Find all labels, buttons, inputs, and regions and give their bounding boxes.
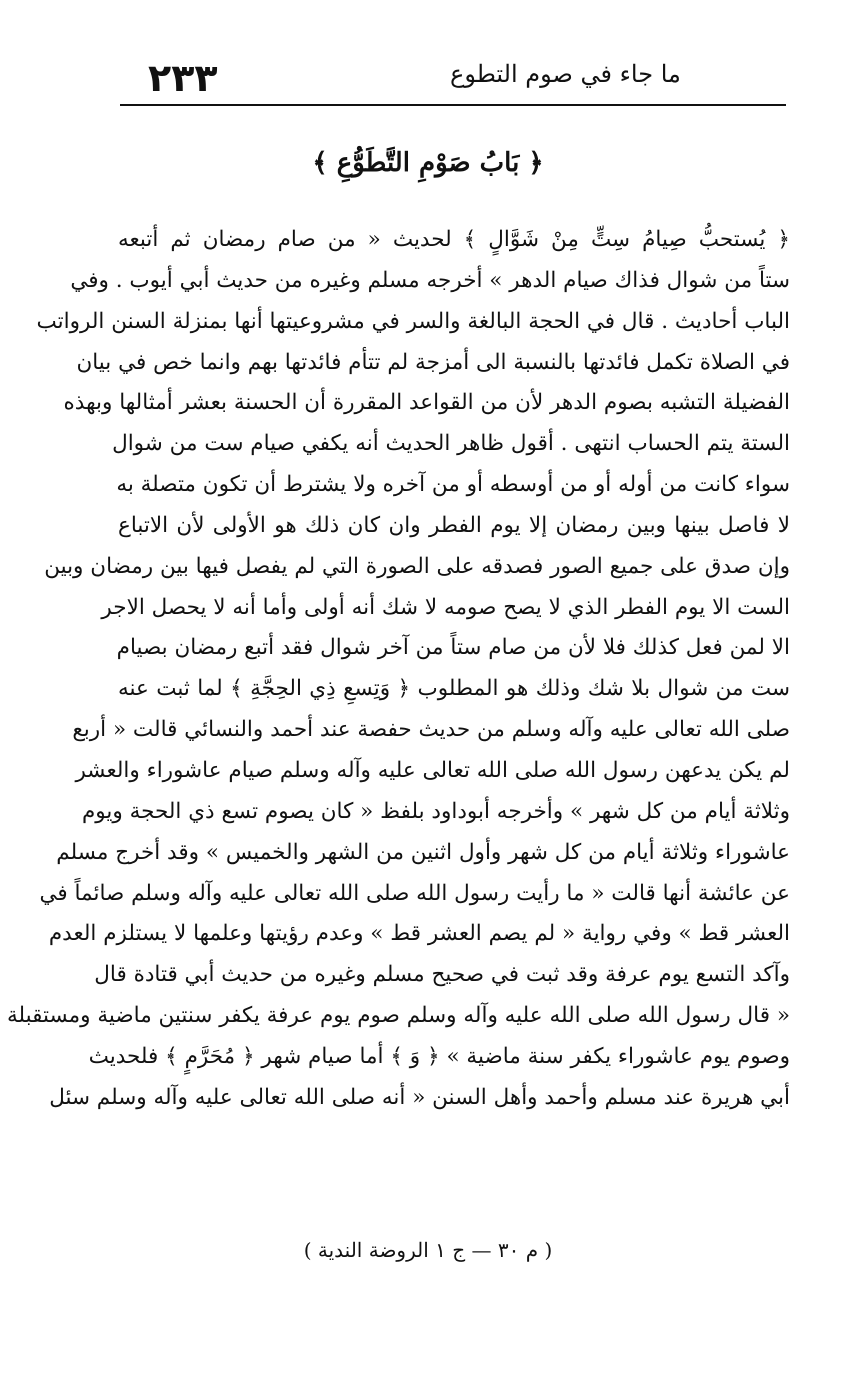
text-line: عن عائشة أنها قالت « ما رأيت رسول الله صلى الله تعالى عليه وآله وسلم صائماً في [39, 880, 790, 906]
text-line: لم يكن يدعهن رسول الله صلى الله تعالى عليه وآله وسلم صيام عاشوراء والعشر [75, 757, 790, 783]
text-line: الفضيلة التشبه بصوم الدهر لأن من القواعد المقررة أن الحسنة بعشر أمثالها وبهذه [63, 390, 790, 416]
text-line: لا فاصل بينها وبين رمضان إلا يوم الفطر وان كان ذلك هو الأولى لأن الاتباع [118, 512, 790, 538]
text-line: الباب أحاديث . قال في الحجة البالغة والسر في مشروعيتها أنها بمنزلة السنن الرواتب [36, 308, 790, 334]
page-number: ٢٣٣ [148, 56, 218, 100]
text-line: وصوم يوم عاشوراء يكفر سنة ماضية » ﴿ وَ ﴾ أما صيام شهر ﴿ مُحَرَّمٍ ﴾ فلحديث [88, 1043, 790, 1069]
text-line: أبي هريرة عند مسلم وأحمد وأهل السنن « أنه صلى الله تعالى عليه وآله وسلم سئل [49, 1084, 790, 1110]
page-footer: ( م ٣٠ — ج ١ الروضة الندية ) [303, 1238, 553, 1262]
text-line: سواء كانت من أوله أو من أوسطه أو من آخره ولا يشترط أن تكون متصلة به [116, 472, 790, 498]
running-title: ما جاء في صوم التطوع [450, 60, 681, 88]
text-line: صلى الله تعالى عليه وآله وسلم من حديث حفصة عند أحمد والنسائي قالت « أربع [72, 717, 790, 743]
text-line: وإن صدق على جميع الصور فصدقه على الصورة التي لم يفصل فيها بين رمضان وبين [44, 553, 790, 579]
text-line: ست من شوال بلا شك وذلك هو المطلوب ﴿ وَتِسعِ ذِي الحِجَّةِ ﴾ لما ثبت عنه [118, 676, 790, 702]
chapter-title: ﴿ بَابُ صَوْمِ التَّطَوُّعِ ﴾ [312, 148, 544, 178]
text-line: الستة يتم الحساب انتهى . أقول ظاهر الحديث أنه يكفي صيام ست من شوال [112, 431, 790, 457]
text-line: ستاً من شوال فذاك صيام الدهر » أخرجه مسلم وغيره من حديث أبي أيوب . وفي [70, 267, 790, 293]
text-line: وآكد التسع يوم عرفة وقد ثبت في صحيح مسلم وغيره من حديث أبي قتادة قال [94, 962, 790, 988]
text-line: العشر قط » وفي رواية « لم يصم العشر قط » وعدم رؤيتها وعلمها لا يستلزم العدم [48, 921, 790, 947]
body-text [6, 220, 790, 1119]
text-line: وثلاثة أيام من كل شهر » وأخرجه أبوداود بلفظ « كان يصوم تسع ذي الحجة ويوم [81, 798, 790, 824]
text-line: عاشوراء وثلاثة أيام من كل شهر وأول اثنين من الشهر والخميس » وقد أخرج مسلم [56, 839, 790, 865]
text-line: في الصلاة تكمل فائدتها بالنسبة الى أمزجة لم تتأم فائدتها بهم وانما خص في بيان [76, 349, 790, 375]
text-line: ﴿ يُستحبُّ صِيامُ سِتٍّ مِنْ شَوَّالٍ ﴾ لحديث « من صام رمضان ثم أتبعه [118, 227, 790, 252]
text-line: الست الا يوم الفطر الذي لا يصح صومه لا شك أنه أولى وأما أنه لا يحصل الاجر [101, 594, 790, 620]
header-rule [120, 104, 786, 106]
text-line: الا لمن فعل كذلك فلا لأن من صام ستاً من آخر شوال فقد أتبع رمضان بصيام [116, 635, 790, 661]
text-line: « قال رسول الله صلى الله عليه وآله وسلم صوم يوم عرفة يكفر سنتين ماضية ومستقبلة [6, 1003, 790, 1029]
page-header [120, 52, 786, 102]
